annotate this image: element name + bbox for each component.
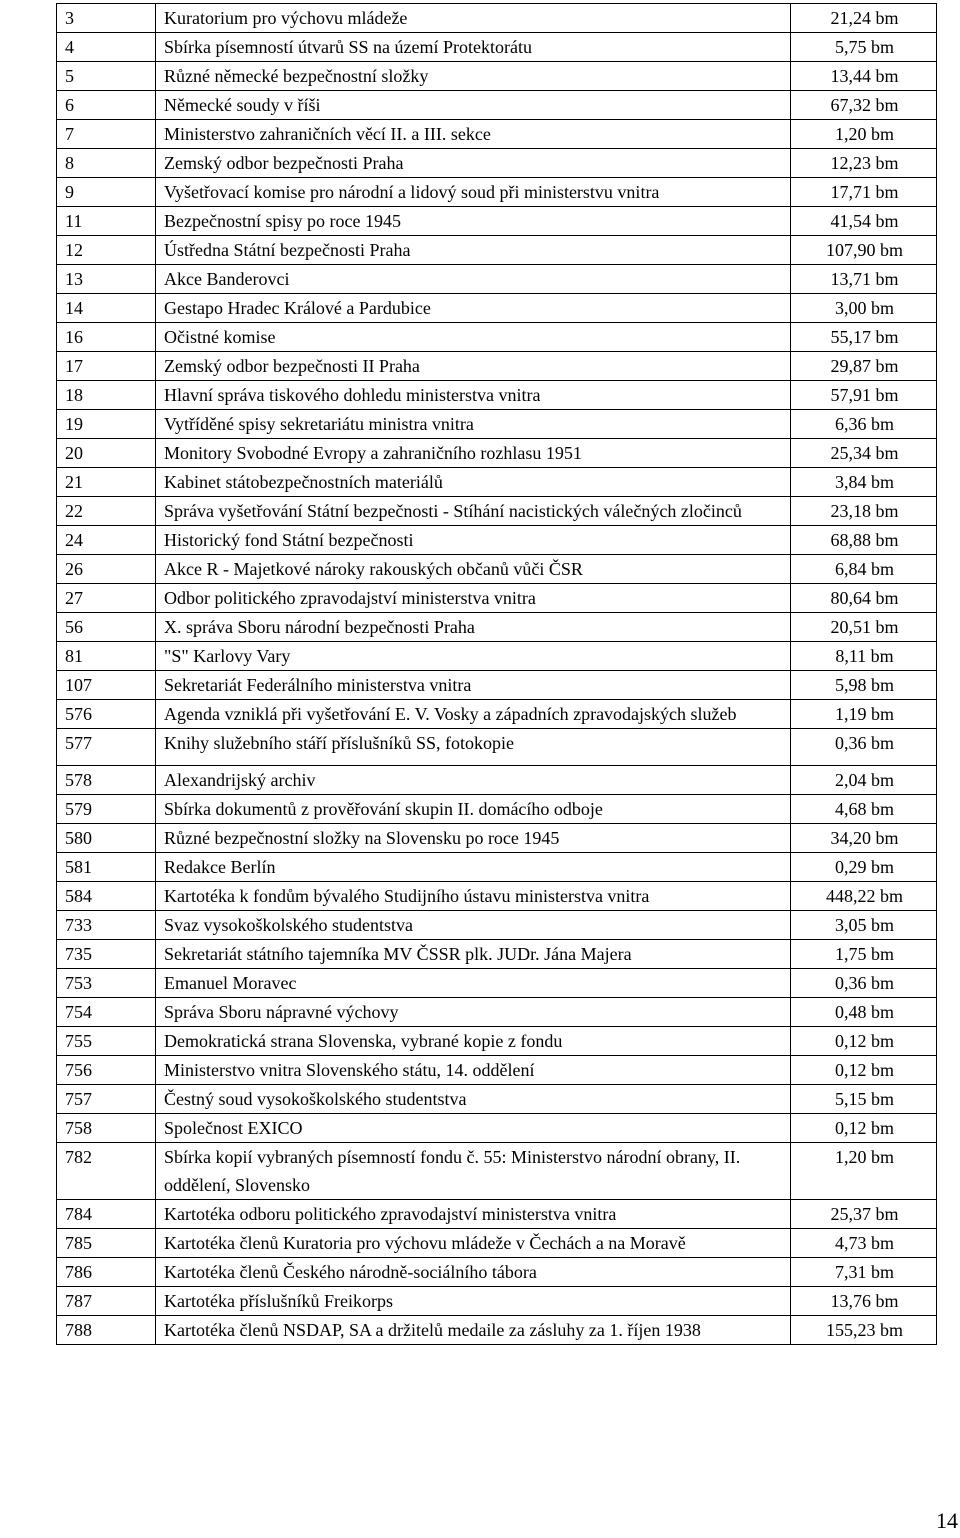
fond-size: 155,23 bm [791,1316,937,1345]
fond-size: 57,91 bm [791,381,937,410]
fond-size: 34,20 bm [791,824,937,853]
table-row [57,1085,937,1114]
fond-number: 56 [57,613,156,642]
fond-number: 753 [57,969,156,998]
fond-number: 735 [57,940,156,969]
fond-size: 3,84 bm [791,468,937,497]
fond-number: 580 [57,824,156,853]
fond-number: 19 [57,410,156,439]
fond-name: Sekretariát Federálního ministerstva vnitra [156,671,791,700]
table-row [57,555,937,584]
fond-name: Ministerstvo vnitra Slovenského státu, 14. oddělení [156,1056,791,1085]
fond-size: 67,32 bm [791,91,937,120]
fond-name: Odbor politického zpravodajství ministerstva vnitra [156,584,791,613]
fond-number: 7 [57,120,156,149]
fond-size: 25,34 bm [791,439,937,468]
table-row [57,1143,937,1200]
table-row [57,766,937,795]
fond-name: Kartotéka členů Kuratoria pro výchovu mládeže v Čechách a na Moravě [156,1229,791,1258]
fond-number: 788 [57,1316,156,1345]
fond-size: 4,68 bm [791,795,937,824]
table-row [57,1316,937,1345]
table-row [57,1056,937,1085]
fond-number: 756 [57,1056,156,1085]
fond-name: Očistné komise [156,323,791,352]
fond-size: 13,76 bm [791,1287,937,1316]
table-row [57,1114,937,1143]
fond-number: 787 [57,1287,156,1316]
fond-name: Svaz vysokoškolského studentstva [156,911,791,940]
fond-number: 27 [57,584,156,613]
fond-size: 0,36 bm [791,729,937,766]
fond-name: Historický fond Státní bezpečnosti [156,526,791,555]
fond-size: 107,90 bm [791,236,937,265]
fond-name: Redakce Berlín [156,853,791,882]
fond-number: 8 [57,149,156,178]
fond-number: 5 [57,62,156,91]
fond-size: 6,84 bm [791,555,937,584]
table-row [57,998,937,1027]
fond-name: Různé bezpečnostní složky na Slovensku po roce 1945 [156,824,791,853]
fond-size: 6,36 bm [791,410,937,439]
fond-name: Německé soudy v říši [156,91,791,120]
table-row [57,642,937,671]
table-row [57,410,937,439]
fond-number: 107 [57,671,156,700]
table-row [57,120,937,149]
fond-name: Kartotéka k fondům bývalého Studijního ústavu ministerstva vnitra [156,882,791,911]
fond-name: Bezpečnostní spisy po roce 1945 [156,207,791,236]
fond-number: 733 [57,911,156,940]
fond-size: 8,11 bm [791,642,937,671]
page-number: 14 [936,1508,958,1533]
fond-number: 581 [57,853,156,882]
fond-size: 0,48 bm [791,998,937,1027]
fond-name: Hlavní správa tiskového dohledu ministerstva vnitra [156,381,791,410]
table-row [57,352,937,381]
fond-name: Akce R - Majetkové nároky rakouských občanů vůči ČSR [156,555,791,584]
table-row [57,584,937,613]
fond-number: 758 [57,1114,156,1143]
table-row [57,795,937,824]
fond-number: 24 [57,526,156,555]
table-row [57,236,937,265]
fond-name: Různé německé bezpečnostní složky [156,62,791,91]
fond-size: 1,20 bm [791,1143,937,1200]
table-row [57,940,937,969]
fond-size: 1,20 bm [791,120,937,149]
fond-size: 4,73 bm [791,1229,937,1258]
fond-number: 3 [57,4,156,33]
fond-number: 785 [57,1229,156,1258]
table-row [57,613,937,642]
fond-number: 579 [57,795,156,824]
fond-name: Akce Banderovci [156,265,791,294]
fond-name: Monitory Svobodné Evropy a zahraničního rozhlasu 1951 [156,439,791,468]
fond-name: Kabinet státobezpečnostních materiálů [156,468,791,497]
fond-name: Sbírka dokumentů z prověřování skupin II. domácího odboje [156,795,791,824]
fond-name: Kartotéka členů NSDAP, SA a držitelů medaile za zásluhy za 1. říjen 1938 [156,1316,791,1345]
fond-name: Sbírka kopií vybraných písemností fondu č. 55: Ministerstvo národní obrany, II. oddělení, Slovensko [156,1143,791,1200]
table-row [57,33,937,62]
fond-number: 14 [57,294,156,323]
fond-number: 22 [57,497,156,526]
fond-name: Zemský odbor bezpečnosti II Praha [156,352,791,381]
fond-size: 7,31 bm [791,1258,937,1287]
fond-name: "S" Karlovy Vary [156,642,791,671]
fond-size: 29,87 bm [791,352,937,381]
fond-size: 21,24 bm [791,4,937,33]
fond-size: 23,18 bm [791,497,937,526]
fond-number: 13 [57,265,156,294]
fond-name: Demokratická strana Slovenska, vybrané kopie z fondu [156,1027,791,1056]
table-row [57,323,937,352]
table-row [57,62,937,91]
fond-size: 1,75 bm [791,940,937,969]
fond-name: Kuratorium pro výchovu mládeže [156,4,791,33]
fond-number: 578 [57,766,156,795]
table-row [57,265,937,294]
table-row [57,149,937,178]
table-row [57,824,937,853]
table-row [57,497,937,526]
fond-name: Alexandrijský archiv [156,766,791,795]
fond-size: 5,98 bm [791,671,937,700]
fond-size: 0,12 bm [791,1027,937,1056]
table-row [57,294,937,323]
fond-number: 754 [57,998,156,1027]
table-row [57,468,937,497]
table-row [57,178,937,207]
fond-size: 80,64 bm [791,584,937,613]
table-row [57,1200,937,1229]
fond-number: 757 [57,1085,156,1114]
fond-number: 6 [57,91,156,120]
table-row [57,526,937,555]
fond-number: 584 [57,882,156,911]
fond-name: Agenda vzniklá při vyšetřování E. V. Vosky a západních zpravodajských služeb [156,700,791,729]
fond-name: Správa Sboru nápravné výchovy [156,998,791,1027]
fond-name: Emanuel Moravec [156,969,791,998]
fond-name: Vyšetřovací komise pro národní a lidový soud při ministerstvu vnitra [156,178,791,207]
table-row [57,700,937,729]
fond-size: 2,04 bm [791,766,937,795]
table-row [57,882,937,911]
table-row [57,1229,937,1258]
table-row [57,911,937,940]
table-row [57,853,937,882]
fonds-table [56,3,937,1345]
fond-name: Kartotéka odboru politického zpravodajství ministerstva vnitra [156,1200,791,1229]
table-row [57,671,937,700]
fond-name: Gestapo Hradec Králové a Pardubice [156,294,791,323]
fond-size: 0,12 bm [791,1056,937,1085]
fond-name: Společnost EXICO [156,1114,791,1143]
table-row [57,381,937,410]
fond-name: Ministerstvo zahraničních věcí II. a III. sekce [156,120,791,149]
fond-number: 18 [57,381,156,410]
fond-size: 68,88 bm [791,526,937,555]
fond-size: 0,36 bm [791,969,937,998]
fond-size: 1,19 bm [791,700,937,729]
fond-name: Čestný soud vysokoškolského studentstva [156,1085,791,1114]
fond-size: 55,17 bm [791,323,937,352]
table-row [57,969,937,998]
fond-number: 4 [57,33,156,62]
fond-name: Knihy služebního stáří příslušníků SS, fotokopie [156,729,791,766]
fond-size: 0,29 bm [791,853,937,882]
fond-size: 17,71 bm [791,178,937,207]
fond-name: Ústředna Státní bezpečnosti Praha [156,236,791,265]
fond-number: 26 [57,555,156,584]
table-row [57,729,937,766]
fond-size: 3,05 bm [791,911,937,940]
fond-size: 448,22 bm [791,882,937,911]
fond-size: 41,54 bm [791,207,937,236]
fond-number: 81 [57,642,156,671]
table-row [57,91,937,120]
table-row [57,1258,937,1287]
fond-size: 12,23 bm [791,149,937,178]
fond-size: 13,44 bm [791,62,937,91]
fond-number: 786 [57,1258,156,1287]
fond-name: Kartotéka členů Českého národně-sociálního tábora [156,1258,791,1287]
fond-number: 12 [57,236,156,265]
fond-number: 21 [57,468,156,497]
fond-name: Zemský odbor bezpečnosti Praha [156,149,791,178]
fond-number: 11 [57,207,156,236]
fond-name: Sekretariát státního tajemníka MV ČSSR plk. JUDr. Jána Majera [156,940,791,969]
table-row [57,439,937,468]
fond-size: 5,15 bm [791,1085,937,1114]
fond-number: 784 [57,1200,156,1229]
fond-size: 3,00 bm [791,294,937,323]
fond-number: 16 [57,323,156,352]
fond-size: 25,37 bm [791,1200,937,1229]
fond-name: Správa vyšetřování Státní bezpečnosti - Stíhání nacistických válečných zločinců [156,497,791,526]
fond-size: 20,51 bm [791,613,937,642]
fond-size: 5,75 bm [791,33,937,62]
fond-number: 577 [57,729,156,766]
fond-size: 13,71 bm [791,265,937,294]
table-row [57,207,937,236]
fond-number: 9 [57,178,156,207]
fond-number: 576 [57,700,156,729]
fond-name: Kartotéka příslušníků Freikorps [156,1287,791,1316]
fond-number: 755 [57,1027,156,1056]
fond-name: Vytříděné spisy sekretariátu ministra vnitra [156,410,791,439]
fonds-table-body [57,4,937,1345]
table-row [57,1027,937,1056]
fond-name: Sbírka písemností útvarů SS na území Protektorátu [156,33,791,62]
fond-size: 0,12 bm [791,1114,937,1143]
fond-number: 20 [57,439,156,468]
table-row [57,1287,937,1316]
fond-number: 782 [57,1143,156,1200]
table-row [57,4,937,33]
fond-number: 17 [57,352,156,381]
fond-name: X. správa Sboru národní bezpečnosti Praha [156,613,791,642]
